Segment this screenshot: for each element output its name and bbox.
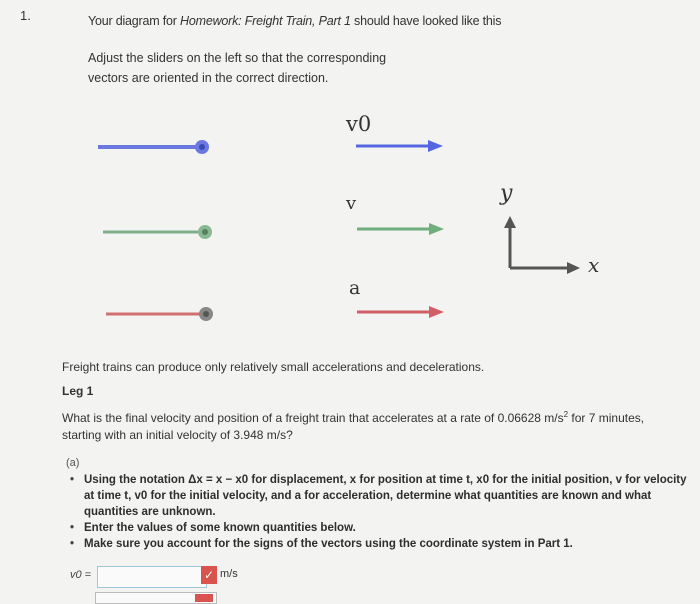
bullet-item: • Using the notation Δx = x − x0 for displacement, x for position at time t, x0 for the initial position, v for velocity at time t, v0 for the initial velocity, and a for acceleration, determine what quantities are known and what quantities are unknown. [68, 472, 688, 520]
vector-v0-arrow [356, 140, 443, 152]
bullet-item: • Make sure you account for the signs of the vectors using the coordinate system in Part 1. [68, 536, 688, 552]
part-label: (a) [66, 457, 80, 469]
vector-label-a: a [349, 277, 361, 299]
problem-intro: Freight trains can produce only relatively small accelerations and decelerations. [62, 360, 485, 374]
slider-v0[interactable] [98, 140, 209, 154]
question-number: 1. [20, 8, 31, 23]
axis-label-x: x [588, 253, 600, 277]
question-superscript: 2 [563, 410, 569, 419]
answer-label-v0: v0 = [70, 569, 92, 581]
question-text-1: What is the final velocity and position of a freight train that accelerates at a rate of 0.06628 m/s [62, 411, 564, 425]
check-icon: ✓ [201, 566, 217, 584]
vector-label-v0-text: v0 [346, 112, 372, 136]
slider-a-knob-center [203, 311, 209, 317]
header-prefix: Your diagram for [88, 14, 181, 28]
question-text-2: for 7 minutes, starting with an initial velocity of 3.948 m/s? [62, 411, 645, 442]
vector-label-v: v [346, 193, 357, 214]
slider-a[interactable] [106, 307, 213, 321]
vector-a-arrow [357, 306, 444, 318]
header-italic: Homework: Freight Train, Part 1 [180, 14, 351, 28]
slider-v0-knob-center [199, 144, 205, 150]
answer-input-v0[interactable] [97, 566, 207, 588]
vector-v-arrow [357, 223, 444, 235]
instruction-line-2: vectors are oriented in the correct direction. [88, 71, 329, 85]
instruction-line-1: Adjust the sliders on the left so that the corresponding [88, 51, 387, 65]
leg-heading: Leg 1 [62, 384, 94, 398]
answer-unit: m/s [220, 568, 238, 580]
problem-question [62, 406, 662, 444]
instruction-bullets [68, 472, 688, 552]
header-suffix: should have looked like this [350, 14, 502, 28]
coordinate-axes-icon [504, 216, 580, 274]
axis-label-y: y [500, 181, 513, 206]
slider-v[interactable] [103, 225, 212, 239]
slider-v-knob-center [202, 229, 208, 235]
bullet-item: • Enter the values of some known quantities below. [68, 520, 688, 536]
vector-label-v0 [346, 112, 371, 136]
